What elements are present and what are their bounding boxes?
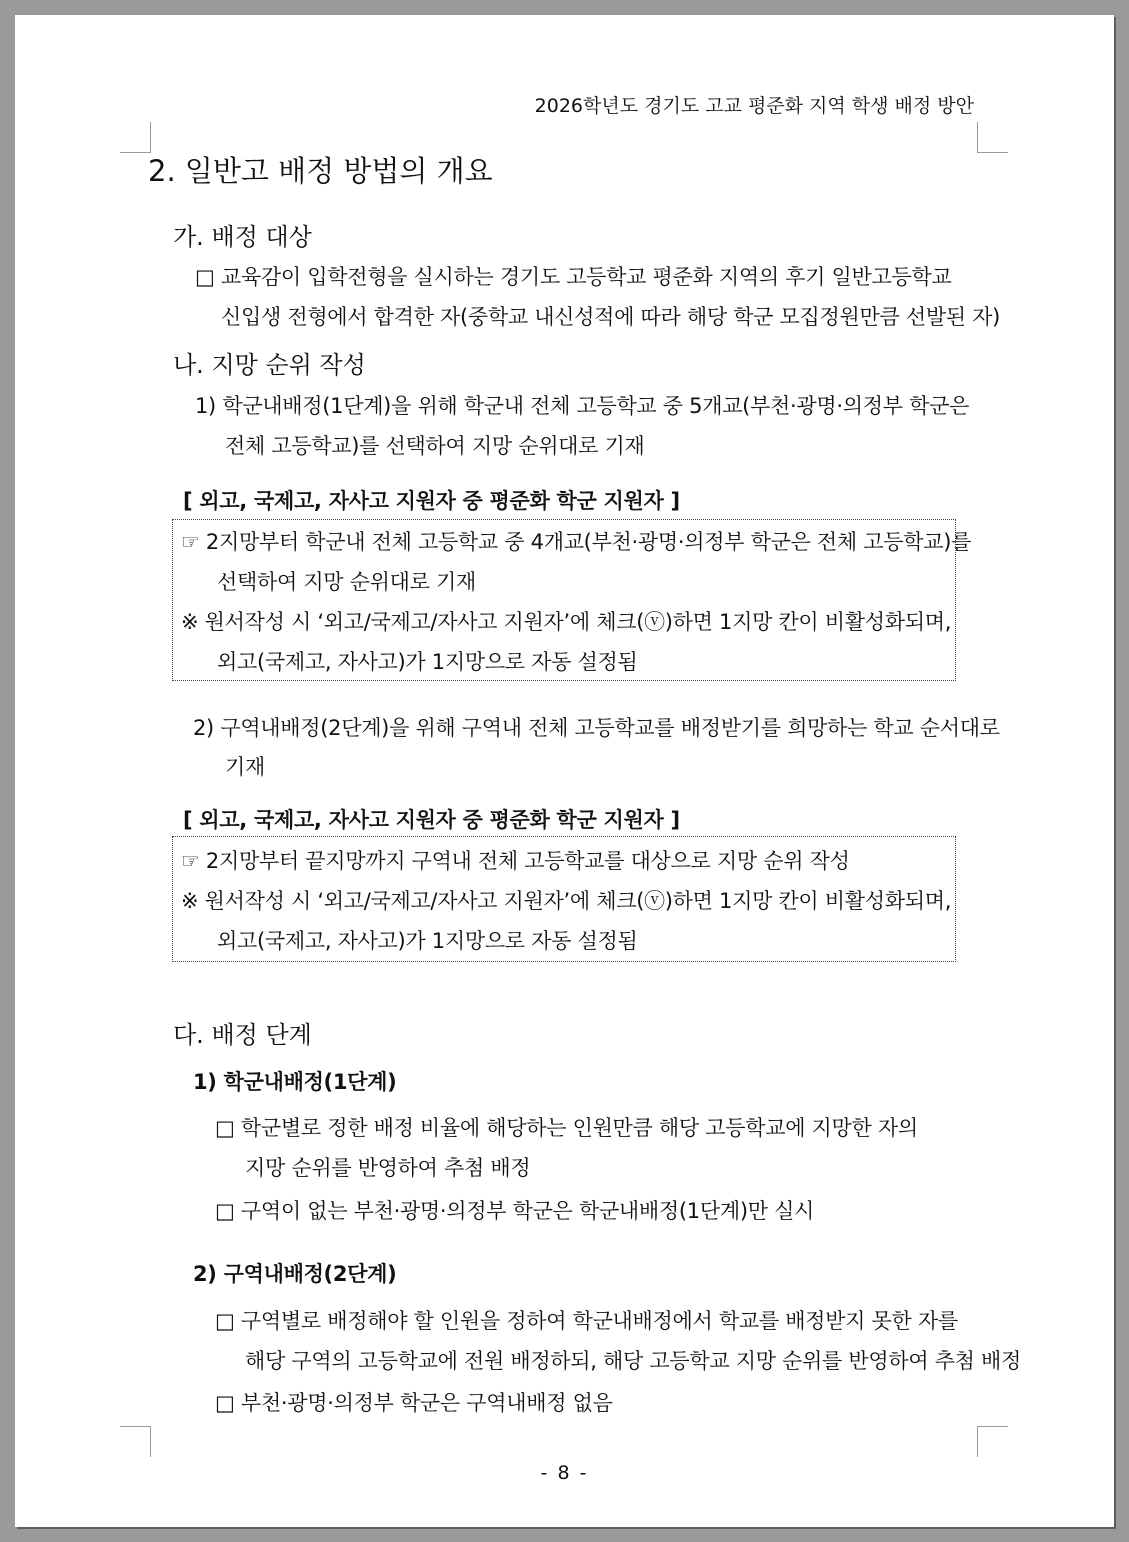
- subsection-na-title: 나. 지망 순위 작성: [173, 351, 366, 379]
- note-box-2: [172, 836, 956, 962]
- crop-mark-top-left: [120, 122, 151, 153]
- da-step-2-bullet-1-line-2: 해당 구역의 고등학교에 전원 배정하되, 해당 고등학교 지망 순위를 반영하여 추첨 배정: [245, 1349, 1022, 1373]
- note-box-1: [172, 519, 972, 681]
- ga-line-2: 신입생 전형에서 합격한 자(중학교 내신성적에 따라 해당 학군 모집정원만큼 선발된 자): [221, 305, 1001, 329]
- subsection-da-title: 다. 배정 단계: [173, 1021, 312, 1049]
- box-1-line-3: ※ 원서작성 시 ‘외고/국제고/자사고 지원자’에 체크(ⓥ)하면 1지망 칸이 비활성화되며,: [181, 610, 952, 634]
- box-1-title: [ 외고, 국제고, 자사고 지원자 중 평준화 학군 지원자 ]: [183, 489, 680, 513]
- box-2-line-2: ※ 원서작성 시 ‘외고/국제고/자사고 지원자’에 체크(ⓥ)하면 1지망 칸이 비활성화되며,: [181, 889, 952, 913]
- da-step-2-title: 2) 구역내배정(2단계): [193, 1262, 397, 1286]
- na-item-1-line-2: 전체 고등학교)를 선택하여 지망 순위대로 기재: [225, 434, 645, 458]
- crop-mark-bottom-right: [977, 1426, 1008, 1457]
- box-1-line-4: 외고(국제고, 자사고)가 1지망으로 자동 설정됨: [217, 650, 638, 674]
- box-2-line-1: ☞ 2지망부터 끝지망까지 구역내 전체 고등학교를 대상으로 지망 순위 작성: [181, 849, 850, 873]
- box-2-title: [ 외고, 국제고, 자사고 지원자 중 평준화 학군 지원자 ]: [183, 808, 680, 832]
- section-title: 2. 일반고 배정 방법의 개요: [148, 154, 493, 188]
- page-number: - 8 -: [540, 1462, 589, 1484]
- da-step-2-bullet-2: □ 부천·광명·의정부 학군은 구역내배정 없음: [215, 1391, 613, 1415]
- da-step-1-title: 1) 학군내배정(1단계): [193, 1070, 397, 1094]
- crop-mark-top-right: [977, 122, 1008, 153]
- box-2-line-3: 외고(국제고, 자사고)가 1지망으로 자동 설정됨: [217, 929, 638, 953]
- crop-mark-bottom-left: [120, 1426, 151, 1457]
- na-item-2-line-2: 기재: [225, 755, 265, 779]
- da-step-1-bullet-1-line-2: 지망 순위를 반영하여 추첨 배정: [245, 1156, 531, 1180]
- da-step-1-bullet-1-line-1: □ 학군별로 정한 배정 비율에 해당하는 인원만큼 해당 고등학교에 지망한 자의: [215, 1116, 918, 1140]
- da-step-1-bullet-2: □ 구역이 없는 부천·광명·의정부 학군은 학군내배정(1단계)만 실시: [215, 1199, 815, 1223]
- document-page: [15, 15, 1114, 1527]
- box-1-line-2: 선택하여 지망 순위대로 기재: [217, 570, 476, 594]
- da-step-2-bullet-1-line-1: □ 구역별로 배정해야 할 인원을 정하여 학군내배정에서 학교를 배정받지 못한 자를: [215, 1309, 958, 1333]
- ga-line-1: □ 교육감이 입학전형을 실시하는 경기도 고등학교 평준화 지역의 후기 일반고등학교: [195, 265, 952, 289]
- na-item-1-line-1: 1) 학군내배정(1단계)을 위해 학군내 전체 고등학교 중 5개교(부천·광명·의정부 학군은: [195, 394, 970, 418]
- na-item-2-line-1: 2) 구역내배정(2단계)을 위해 구역내 전체 고등학교를 배정받기를 희망하는 학교 순서대로: [193, 716, 1000, 740]
- running-header: 2026학년도 경기도 고교 평준화 지역 학생 배정 방안: [534, 95, 974, 117]
- subsection-ga-title: 가. 배정 대상: [173, 223, 312, 251]
- box-1-line-1: ☞ 2지망부터 학군내 전체 고등학교 중 4개교(부천·광명·의정부 학군은 전체 고등학교)를: [181, 530, 972, 554]
